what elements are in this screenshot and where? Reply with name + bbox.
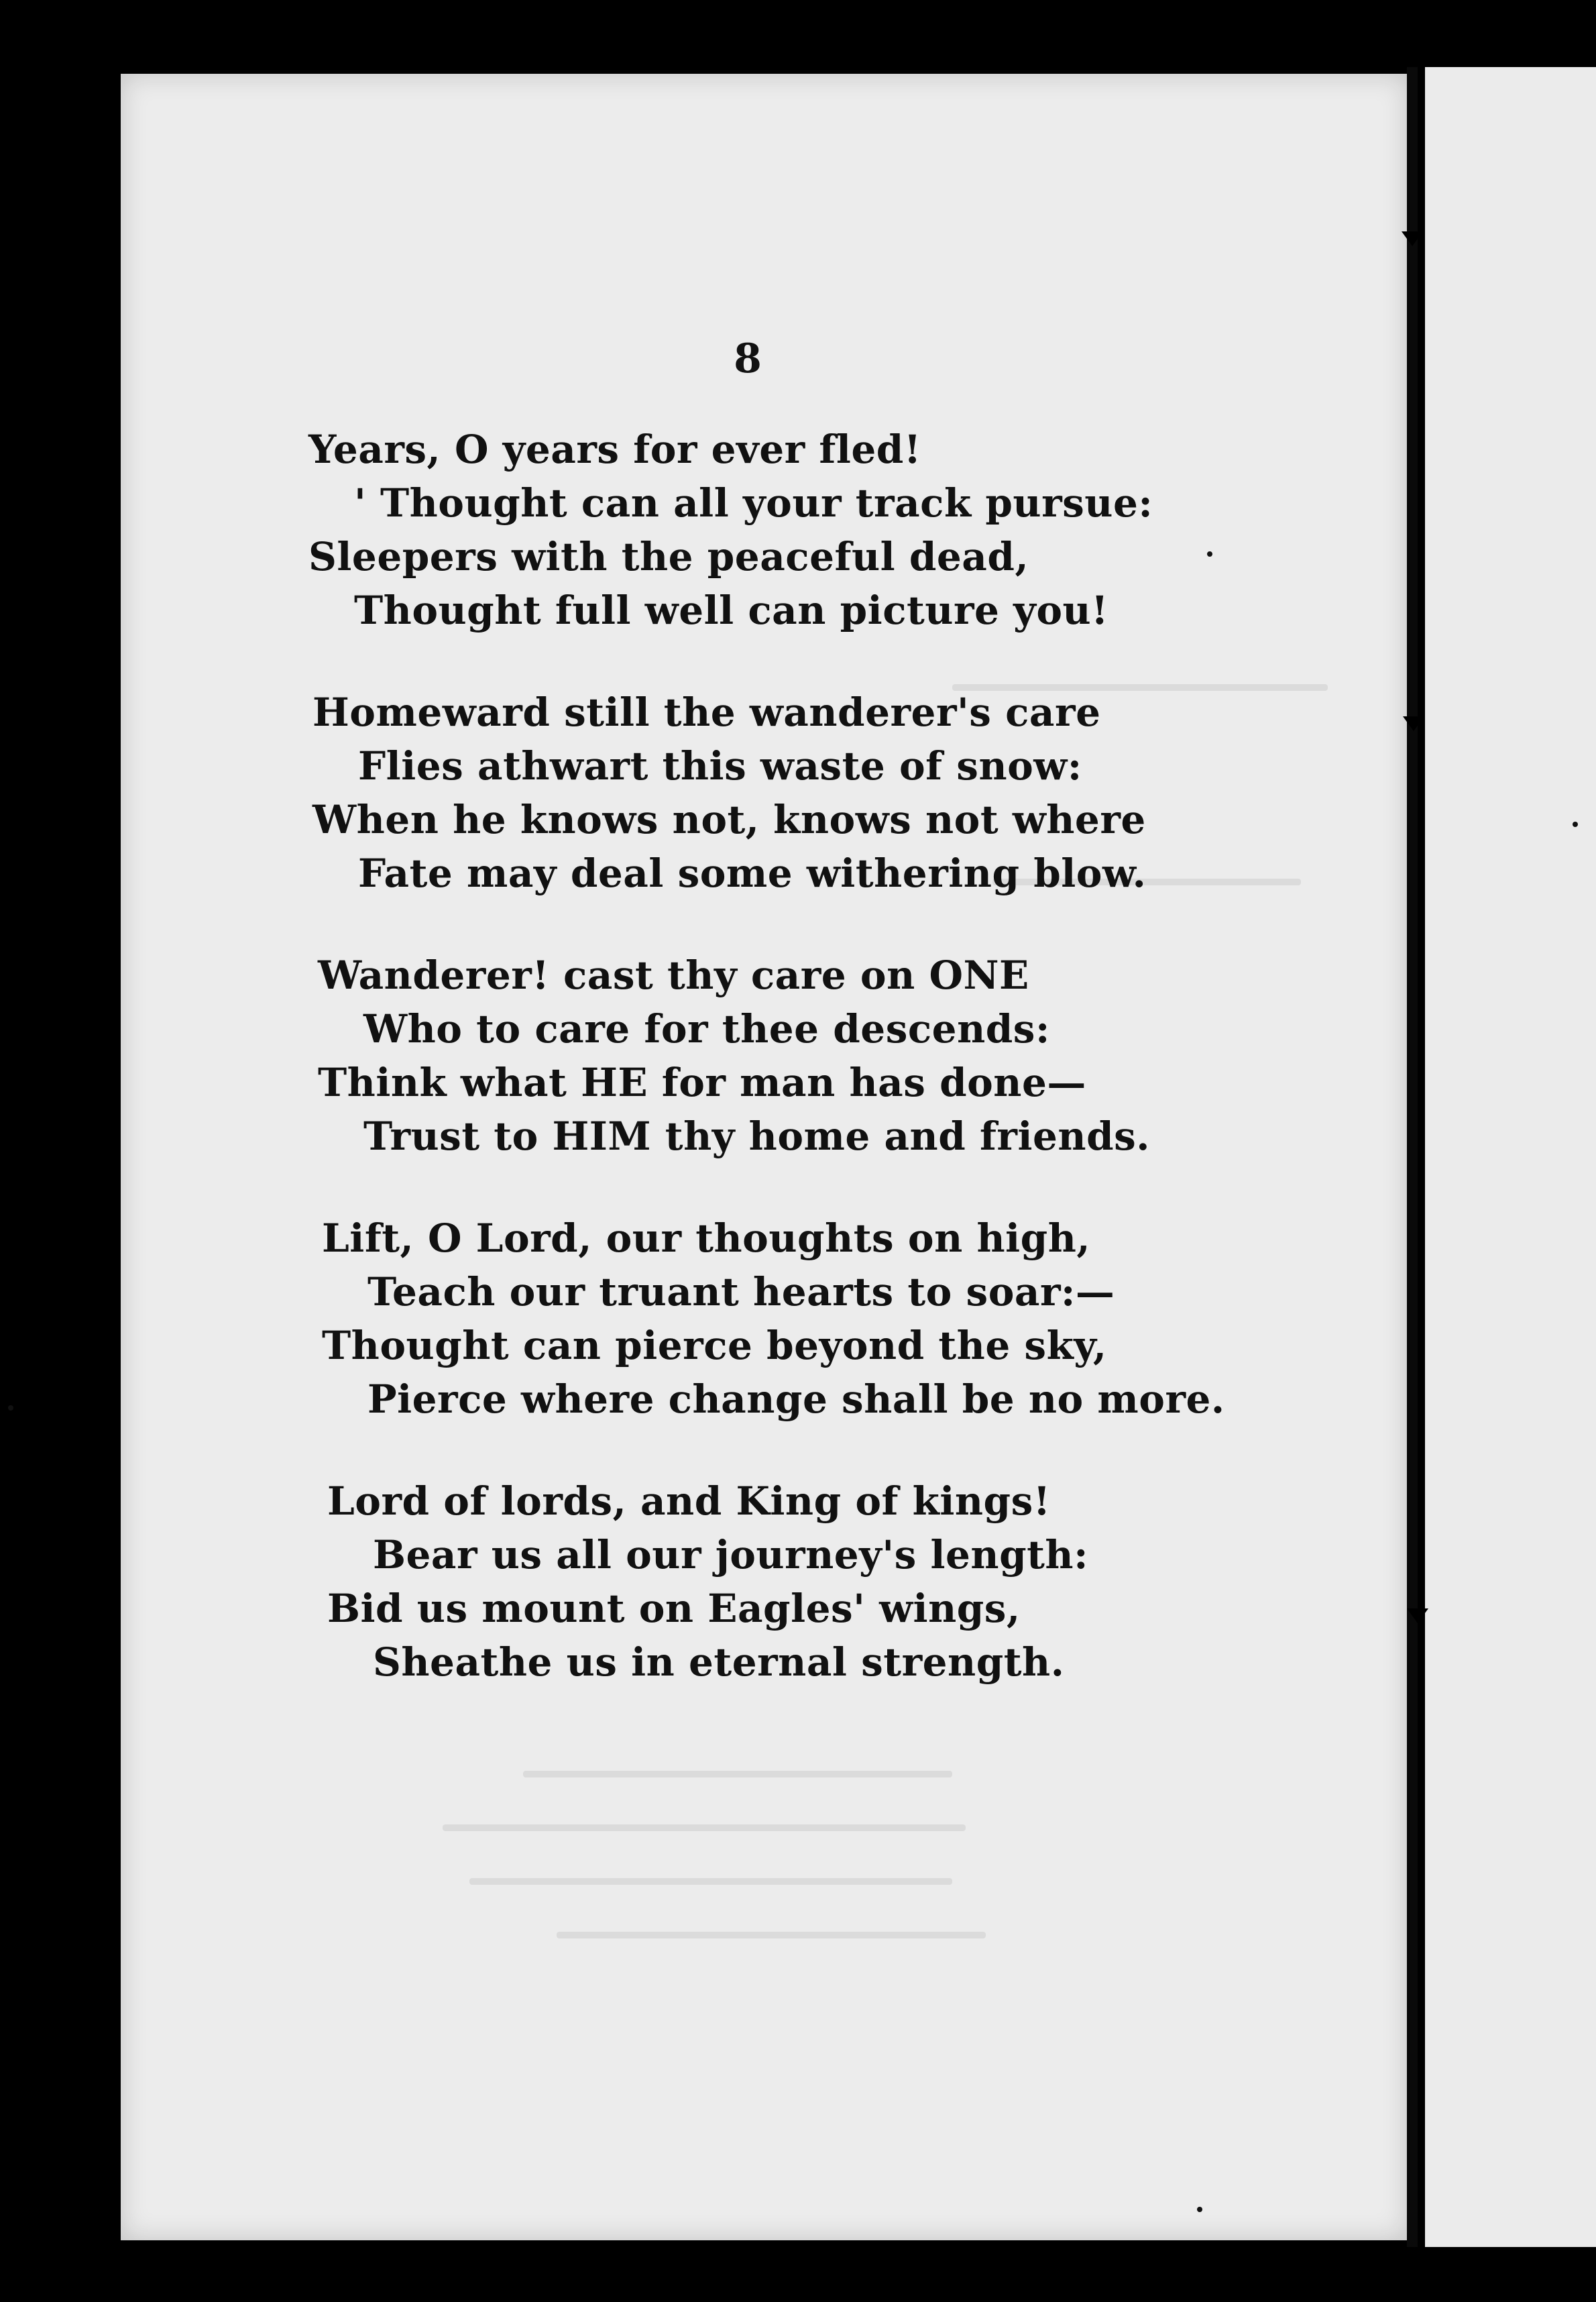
poem-line: Thought full well can picture you! xyxy=(354,588,1109,633)
poem-line: Years, O years for ever fled! xyxy=(308,427,921,472)
poem-line: Sheathe us in eternal strength. xyxy=(373,1639,1065,1685)
poem-line: When he knows not, knows not where xyxy=(312,797,1146,842)
poem-line: Trust to HIM thy home and friends. xyxy=(363,1113,1150,1159)
poem-line: Sleepers with the peaceful dead, xyxy=(308,534,1029,580)
show-through-line xyxy=(557,1932,986,1938)
poem xyxy=(308,423,1225,1737)
poem-line: ' Thought can all your track pursue: xyxy=(354,480,1153,526)
speck xyxy=(1197,2207,1202,2212)
stanza xyxy=(327,1474,1225,1689)
poem-line: Lord of lords, and King of kings! xyxy=(327,1478,1051,1524)
poem-line: Bear us all our journey's length: xyxy=(373,1532,1089,1578)
show-through-line xyxy=(443,1824,966,1831)
poem-line: Bid us mount on Eagles' wings, xyxy=(327,1586,1021,1631)
poem-line: Homeward still the wanderer's care xyxy=(312,690,1101,735)
poem-line: Lift, O Lord, our thoughts on high, xyxy=(322,1215,1091,1261)
show-through-line xyxy=(523,1771,952,1777)
stanza xyxy=(322,1211,1225,1426)
poem-line: Pierce where change shall be no more. xyxy=(367,1376,1225,1422)
fold-notch xyxy=(1407,1608,1428,1623)
page-number: 8 xyxy=(734,335,762,382)
fold-notch xyxy=(1402,231,1423,246)
poem-line: Think what HE for man has done— xyxy=(318,1060,1086,1105)
stanza xyxy=(318,948,1225,1163)
page-fold xyxy=(1407,67,1418,2247)
show-through-line xyxy=(469,1878,952,1885)
facing-page-edge xyxy=(1425,67,1596,2247)
poem-line: Thought can pierce beyond the sky, xyxy=(322,1323,1107,1368)
stanza xyxy=(308,423,1225,637)
poem-line: Teach our truant hearts to soar:— xyxy=(367,1269,1115,1315)
poem-line: Wanderer! cast thy care on ONE xyxy=(318,952,1029,998)
fold-notch xyxy=(1403,716,1424,731)
poem-line: Who to care for thee descends: xyxy=(363,1006,1050,1052)
speck xyxy=(1573,822,1578,827)
poem-line: Fate may deal some withering blow. xyxy=(358,851,1147,896)
speck xyxy=(8,1405,13,1411)
poem-line: Flies athwart this waste of snow: xyxy=(358,743,1082,789)
stanza xyxy=(312,686,1225,900)
